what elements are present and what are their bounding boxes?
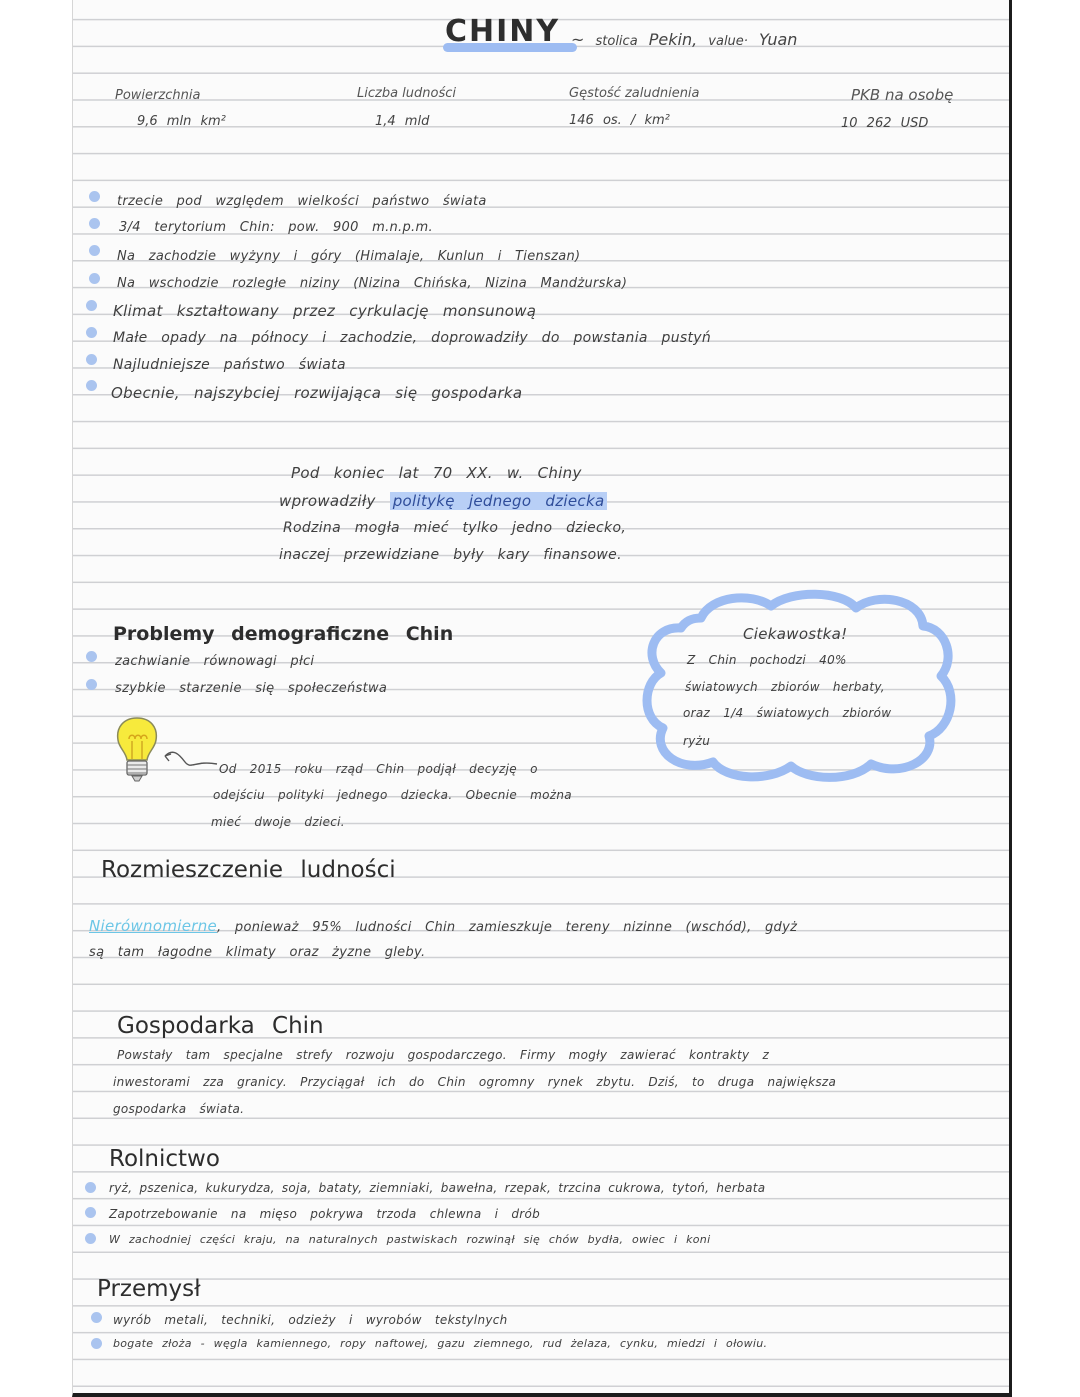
population-heading: Rozmieszczenie ludności: [101, 857, 396, 883]
fun-fact-line: ryżu: [683, 734, 711, 748]
fact-item: Obecnie, najszybciej rozwijająca się gospodarka: [111, 384, 523, 402]
bullet-icon: [86, 327, 97, 338]
demography-item: zachwianie równowagi płci: [115, 654, 315, 669]
fun-fact-line: Z Chin pochodzi 40%: [687, 653, 847, 667]
stat-value-population: 1,4 mld: [375, 114, 430, 129]
policy-line-3: Rodzina mogła mieć tylko jedno dziecko,: [283, 520, 627, 536]
policy-change-note-1: Od 2015 roku rząd Chin podjął decyzję o: [219, 762, 538, 776]
industry-item: wyrób metali, techniki, odzieży i wyrobów tekstylnych: [113, 1313, 508, 1327]
stat-label-population: Liczba ludności: [357, 86, 457, 101]
agriculture-heading: Rolnictwo: [109, 1146, 220, 1172]
stat-value-gdp: 10 262 USD: [841, 116, 929, 131]
policy-line-4: inaczej przewidziane były kary finansowe.: [279, 547, 622, 563]
agriculture-item: ryż, pszenica, kukurydza, soja, bataty, ziemniaki, bawełna, rzepak, trzcina cukrowa, tytoń, herbata: [109, 1181, 766, 1195]
fun-fact-line: światowych zbiorów herbaty,: [685, 680, 885, 694]
fact-item: 3/4 terytorium Chin: pow. 900 m.n.p.m.: [119, 220, 433, 235]
stat-value-area: 9,6 mln km²: [137, 114, 226, 129]
economy-line: inwestorami zza granicy. Przyciągał ich do Chin ogromny rynek zbytu. Dziś, to druga największa: [113, 1075, 837, 1089]
bullet-icon: [86, 300, 97, 311]
tilde: ~: [571, 30, 585, 49]
fun-fact-title: Ciekawostka!: [743, 625, 848, 643]
bullet-icon: [89, 273, 100, 284]
economy-heading: Gospodarka Chin: [117, 1013, 324, 1039]
population-line-2: są tam łagodne klimaty oraz żyzne gleby.: [89, 945, 426, 960]
page-title: CHINY: [445, 14, 561, 49]
notebook-page: [72, 0, 1012, 1397]
bullet-icon: [91, 1338, 102, 1349]
lightbulb-icon: [113, 715, 161, 787]
bullet-icon: [85, 1207, 96, 1218]
demography-heading: Problemy demograficzne Chin: [113, 623, 454, 645]
stat-label-density: Gęstość zaludnienia: [569, 86, 700, 101]
fact-item: Na zachodzie wyżyny i góry (Himalaje, Kunlun i Tienszan): [117, 249, 581, 264]
stat-value-density: 146 os. / km²: [569, 113, 670, 128]
bullet-icon: [86, 354, 97, 365]
policy-change-note-2-text: odejściu polityki jednego dziecka. Obecnie można: [213, 788, 572, 802]
bullet-icon: [89, 245, 100, 256]
bullet-icon: [89, 218, 100, 229]
agriculture-item: Zapotrzebowanie na mięso pokrywa trzoda chlewna i drób: [109, 1207, 541, 1221]
bullet-icon: [91, 1312, 102, 1323]
agriculture-item: W zachodniej części kraju, na naturalnych pastwiskach rozwinął się chów bydła, owiec i koni: [109, 1233, 711, 1246]
policy-line-2: [279, 492, 607, 510]
capital: Pekin: [648, 30, 693, 49]
bullet-icon: [86, 380, 97, 391]
stat-label-gdp: PKB na osobę: [851, 86, 954, 104]
stat-label-area: Powierzchnia: [115, 88, 201, 103]
bullet-icon: [86, 651, 97, 662]
fact-item: Na wschodzie rozległe niziny (Nizina Chińska, Nizina Mandżurska): [117, 276, 628, 291]
industry-heading: Przemysł: [97, 1276, 201, 1302]
capital-label: stolica: [595, 34, 638, 49]
curly-arrow-icon: [161, 748, 221, 772]
bullet-icon: [89, 191, 100, 202]
header-subtitle: ~ stolica Pekin, value· Yuan: [571, 30, 798, 49]
bullet-icon: [85, 1182, 96, 1193]
currency: Yuan: [759, 30, 798, 49]
policy-change-note-3: mieć dwoje dzieci.: [211, 815, 345, 829]
demography-item: szybkie starzenie się społeczeństwa: [115, 681, 388, 696]
currency-label: value·: [708, 34, 748, 49]
bullet-icon: [85, 1233, 96, 1244]
fact-item: Najludniejsze państwo świata: [113, 357, 346, 373]
bullet-icon: [86, 679, 97, 690]
policy-line-1: Pod koniec lat 70 XX. w. Chiny: [291, 464, 582, 482]
population-line-1: [89, 917, 797, 935]
policy-change-note-2: [213, 788, 572, 802]
fact-item: Małe opady na północy i zachodzie, doprowadziły do powstania pustyń: [113, 330, 712, 346]
policy-highlight: politykę jednego dziecka: [390, 492, 608, 510]
population-line-1-rest: , ponieważ 95% ludności Chin zamieszkuje tereny nizinne (wschód), gdyż: [217, 920, 798, 935]
economy-line: Powstały tam specjalne strefy rozwoju gospodarczego. Firmy mogły zawierać kontrakty z: [117, 1048, 770, 1062]
fact-item: Klimat kształtowany przez cyrkulację monsunową: [113, 302, 537, 320]
policy-line-2-pre: wprowadziły: [279, 492, 376, 510]
fact-item: trzecie pod względem wielkości państwo świata: [117, 194, 487, 209]
fun-fact-line: oraz 1/4 światowych zbiorów: [683, 706, 892, 720]
population-highlight: Nierównomierne: [89, 917, 218, 935]
industry-item: bogate złoża - węgla kamiennego, ropy naftowej, gazu ziemnego, rud żelaza, cynku, miedzi i ołowiu.: [113, 1337, 768, 1350]
economy-line: gospodarka świata.: [113, 1102, 245, 1116]
